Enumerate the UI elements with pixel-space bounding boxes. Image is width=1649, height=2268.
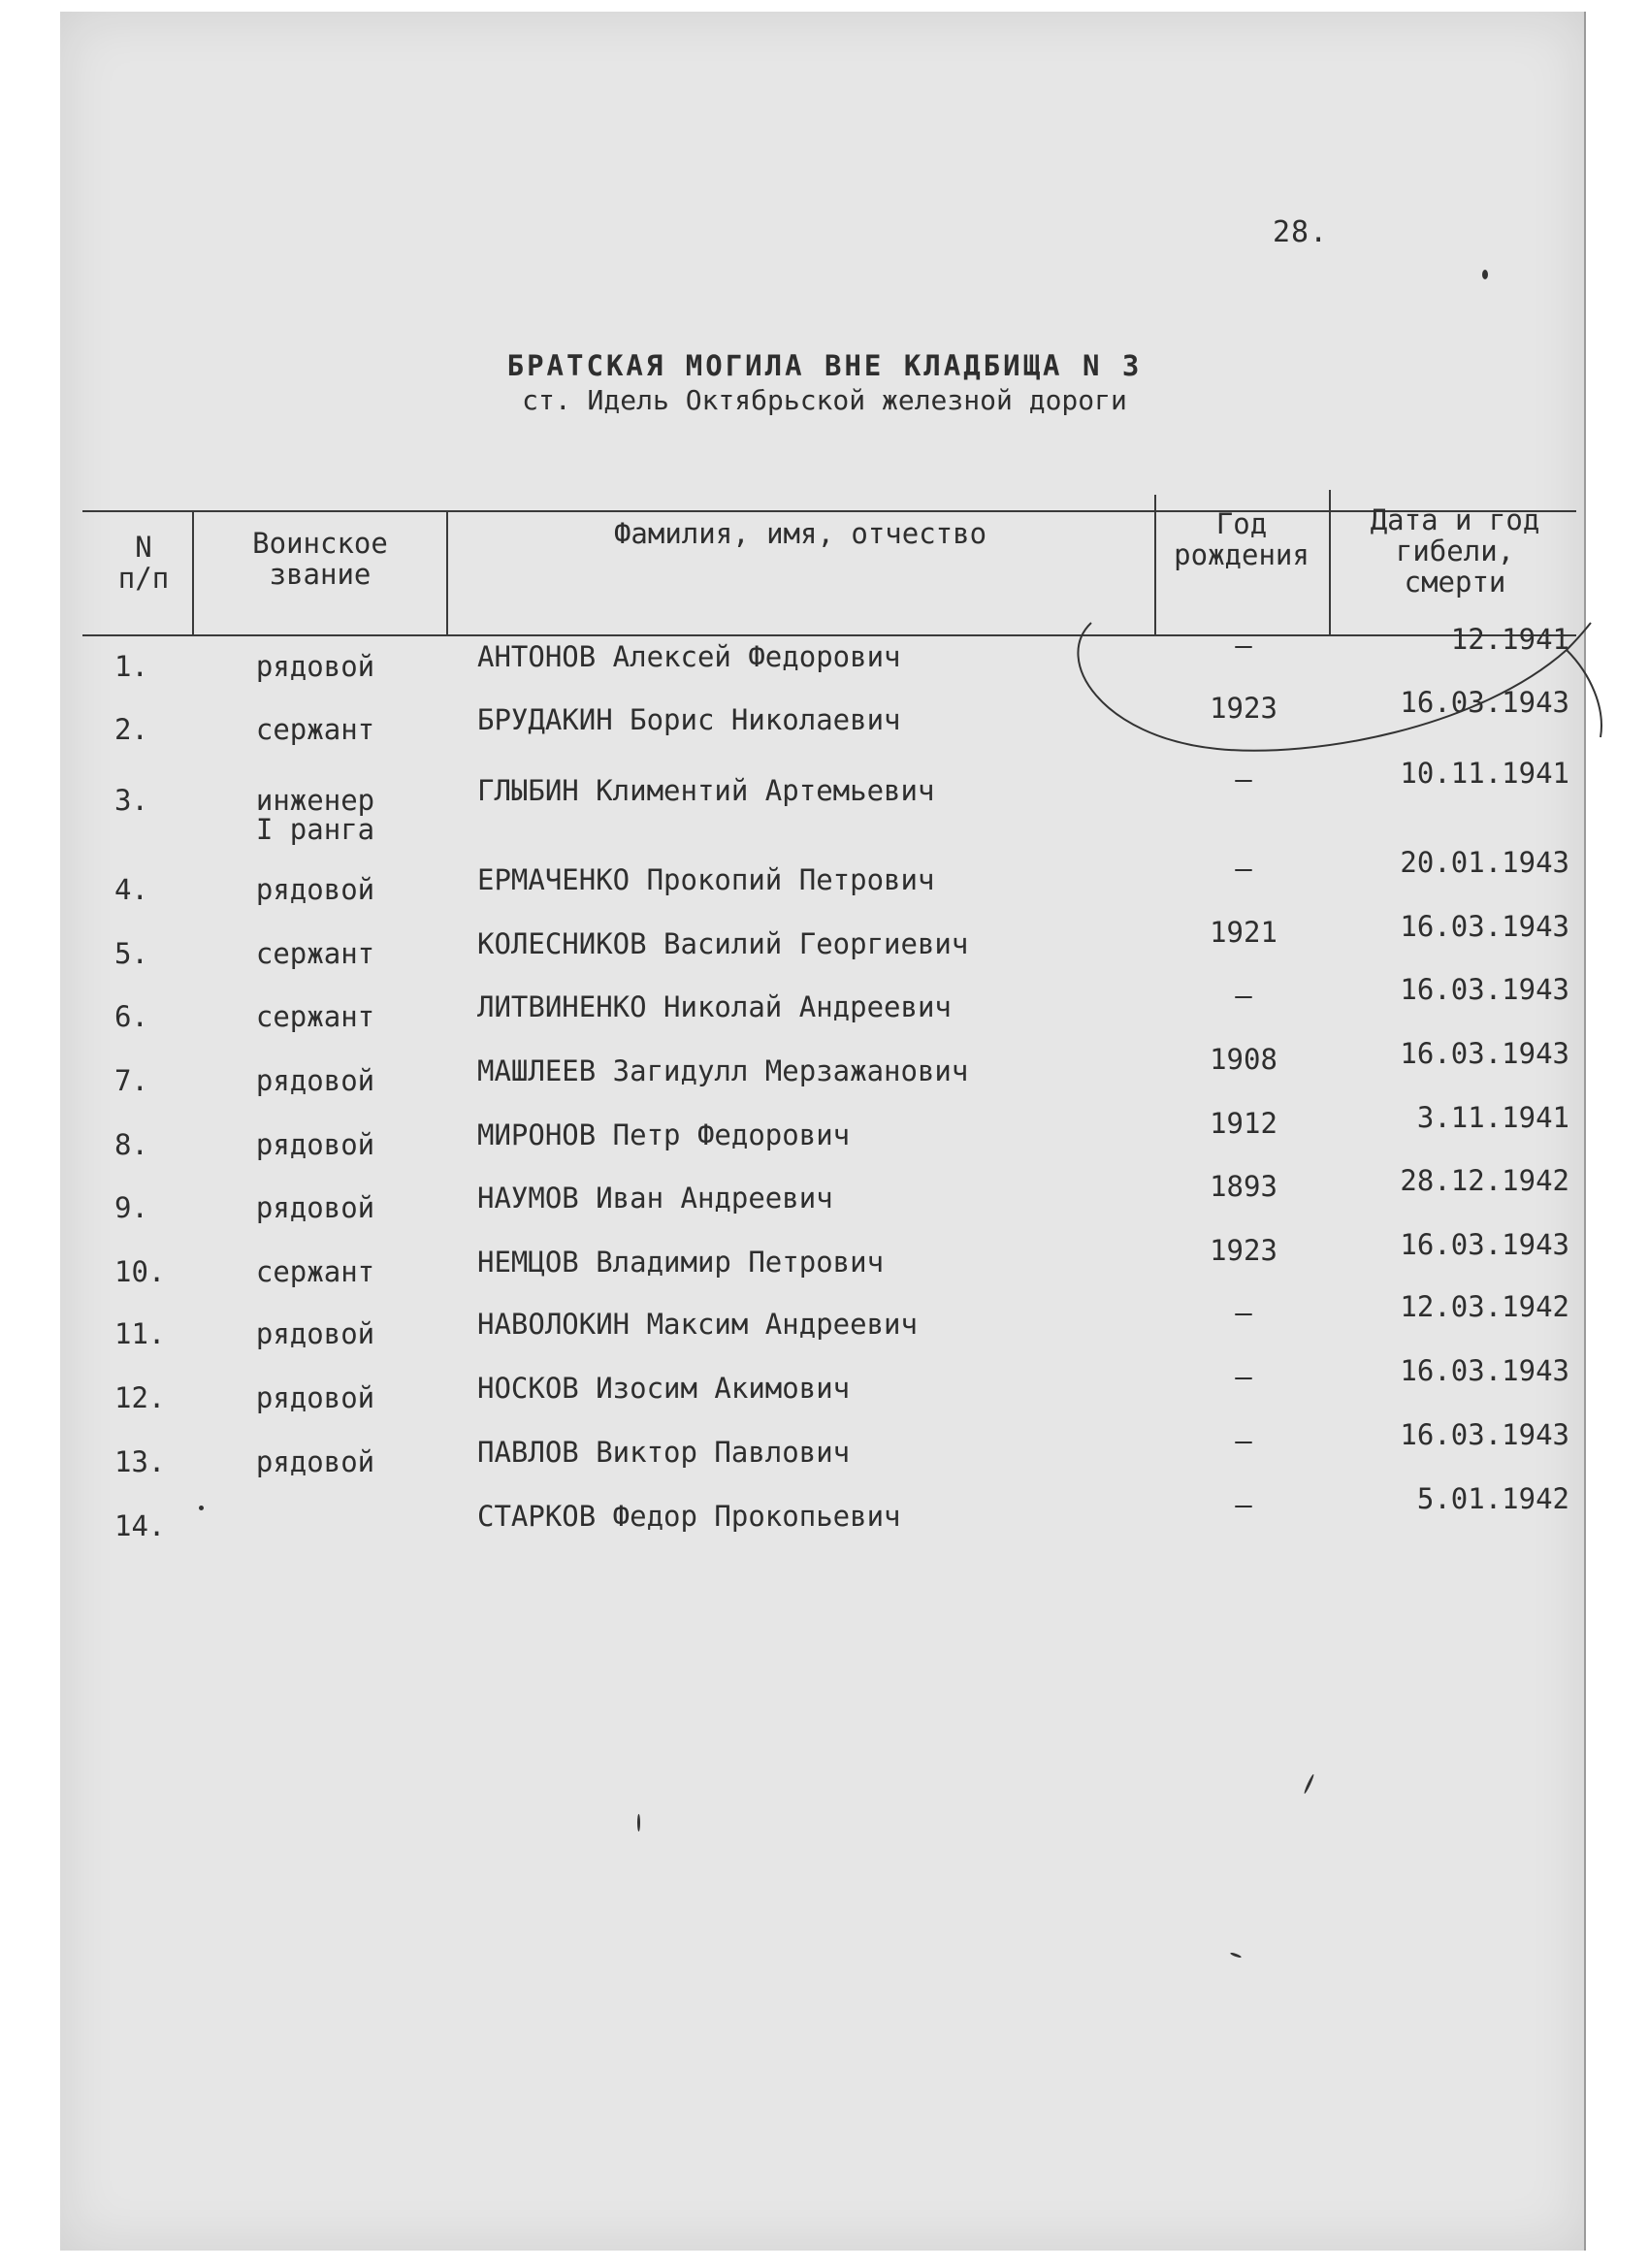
row-death-date: 16.03.1943 (1400, 1037, 1569, 1070)
row-number: 3. (114, 784, 148, 817)
row-rank: рядовой (255, 1445, 375, 1478)
row-rank: рядовой (255, 1381, 375, 1414)
header-birth-line: Год (1215, 507, 1268, 540)
row-number: 12. (114, 1381, 166, 1414)
row-death-date: 16.03.1943 (1400, 973, 1569, 1006)
row-rank: рядовой (255, 1064, 375, 1097)
row-number: 10. (114, 1255, 166, 1288)
row-birth-year: 1923 (1210, 692, 1277, 725)
row-birth-year: – (1235, 979, 1252, 1012)
row-birth-year: 1923 (1210, 1234, 1277, 1267)
row-number: 4. (114, 873, 148, 906)
row-birth-year: – (1235, 1360, 1252, 1393)
row-death-date: 16.03.1943 (1400, 1228, 1569, 1261)
row-full-name: СТАРКОВ Федор Прокопьевич (477, 1500, 901, 1533)
row-death-date: 16.03.1943 (1400, 910, 1569, 943)
row-number: 2. (114, 713, 148, 746)
row-birth-year: – (1235, 1488, 1252, 1521)
row-number: 13. (114, 1445, 166, 1478)
header-birth (1156, 508, 1327, 570)
row-death-date: 16.03.1943 (1400, 1354, 1569, 1387)
header-name-line: Фамилия, имя, отчество (613, 517, 987, 550)
row-death-date: 16.03.1943 (1400, 1418, 1569, 1451)
row-birth-year: 1908 (1210, 1043, 1277, 1076)
row-rank: сержант (255, 937, 375, 970)
row-death-date: 28.12.1942 (1400, 1164, 1569, 1197)
row-rank: рядовой (255, 873, 375, 906)
header-name (456, 518, 1145, 549)
row-full-name: БРУДАКИН Борис Николаевич (477, 703, 901, 736)
row-birth-year: – (1235, 1424, 1252, 1457)
row-full-name: НАУМОВ Иван Андреевич (477, 1182, 833, 1215)
row-rank: рядовой (255, 1191, 375, 1224)
row-number: 1. (114, 650, 148, 683)
scan-speck (1482, 270, 1488, 279)
row-death-date: 12.1941 (1450, 623, 1569, 656)
row-birth-year: 1893 (1210, 1170, 1277, 1203)
row-number: 9. (114, 1191, 148, 1224)
page-number: 28. (1273, 215, 1329, 249)
row-death-date: 3.11.1941 (1416, 1101, 1569, 1134)
header-death-line: Дата и год (1370, 503, 1540, 536)
row-full-name: КОЛЕСНИКОВ Василий Георгиевич (477, 927, 969, 960)
row-full-name: ЛИТВИНЕНКО Николай Андреевич (477, 990, 952, 1023)
header-rank-line: звание (269, 558, 372, 591)
row-birth-year: 1912 (1210, 1107, 1277, 1140)
header-rank-line: Воинское (252, 527, 388, 560)
row-number: 11. (114, 1317, 166, 1350)
row-full-name: МИРОНОВ Петр Федорович (477, 1118, 851, 1151)
row-number: 5. (114, 937, 148, 970)
row-birth-year: – (1235, 762, 1252, 795)
row-full-name: ЕРМАЧЕНКО Прокопий Петрович (477, 863, 935, 896)
column-divider (1329, 490, 1331, 634)
row-death-date: 12.03.1942 (1400, 1290, 1569, 1323)
row-number: 7. (114, 1064, 148, 1097)
row-rank: сержант (255, 1255, 375, 1288)
row-full-name: ГЛЫБИН Климентий Артемьевич (477, 774, 935, 807)
header-birth-line: рождения (1174, 538, 1310, 571)
row-rank: I ранга (255, 813, 375, 846)
row-death-date: 5.01.1942 (1416, 1482, 1569, 1515)
row-birth-year: 1921 (1210, 916, 1277, 949)
column-divider (446, 510, 448, 634)
row-rank: рядовой (255, 1128, 375, 1161)
row-full-name: НЕМЦОВ Владимир Петрович (477, 1246, 885, 1279)
row-death-date: 16.03.1943 (1400, 686, 1569, 719)
header-num-line: N (135, 531, 152, 564)
row-full-name: МАШЛЕЕВ Загидулл Мерзажанович (477, 1054, 969, 1087)
row-rank: рядовой (255, 1317, 375, 1350)
column-divider (192, 510, 194, 634)
row-rank: сержант (255, 1000, 375, 1033)
row-rank: инженер (255, 784, 375, 817)
row-number: 14. (114, 1509, 166, 1542)
header-death-line: смерти (1404, 566, 1506, 599)
scan-speck (637, 1814, 640, 1831)
row-full-name: НОСКОВ Изосим Акимович (477, 1372, 851, 1405)
row-full-name: ПАВЛОВ Виктор Павлович (477, 1436, 851, 1469)
row-birth-year: – (1235, 629, 1252, 662)
row-rank: сержант (255, 713, 375, 746)
header-num (97, 532, 190, 594)
header-rank (199, 528, 441, 590)
row-rank: рядовой (255, 650, 375, 683)
sheet-edge (1584, 12, 1586, 2251)
row-number: 6. (114, 1000, 148, 1033)
header-num-line: п/п (117, 562, 170, 595)
scan-speck (199, 1506, 204, 1510)
pen-arc-mark (1062, 621, 1605, 757)
row-death-date: 10.11.1941 (1400, 757, 1569, 790)
header-death (1334, 504, 1576, 598)
row-full-name: НАВОЛОКИН Максим Андреевич (477, 1308, 918, 1341)
row-death-date: 20.01.1943 (1400, 846, 1569, 879)
row-birth-year: – (1235, 852, 1252, 885)
document-title (427, 349, 1222, 416)
row-full-name: АНТОНОВ Алексей Федорович (477, 640, 901, 673)
title-line-2: ст. Идель Октябрьской железной дороги (522, 384, 1127, 416)
title-line-1: БРАТСКАЯ МОГИЛА ВНЕ КЛАДБИЩА N 3 (506, 349, 1143, 382)
header-death-line: гибели, (1395, 535, 1515, 567)
row-birth-year: – (1235, 1296, 1252, 1329)
row-number: 8. (114, 1128, 148, 1161)
